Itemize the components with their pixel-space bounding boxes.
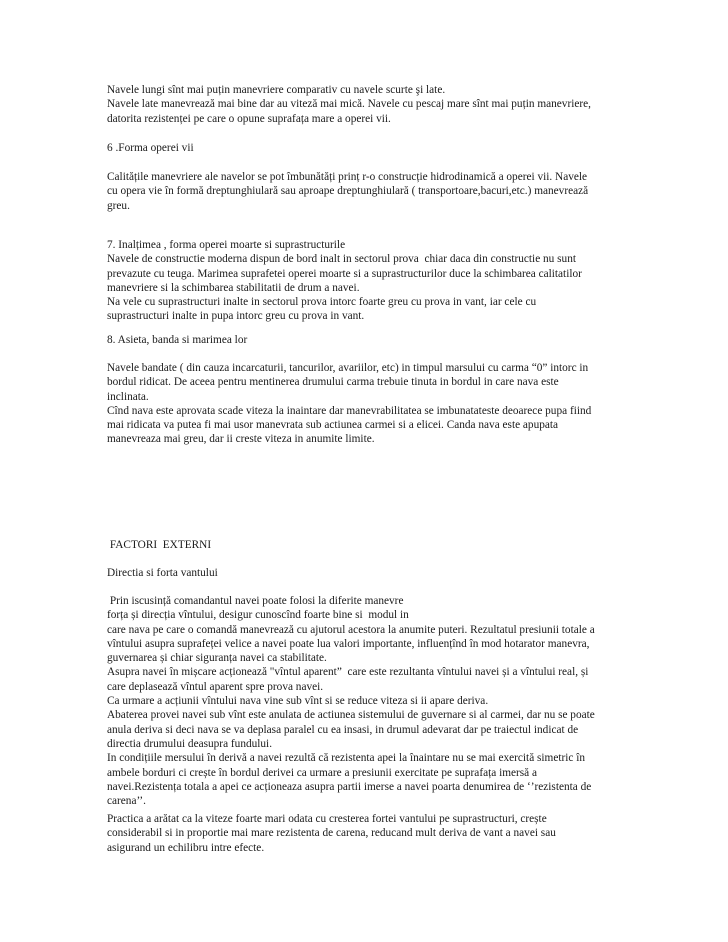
- section-heading: FACTORI EXTERNI: [107, 539, 212, 551]
- text-line: Cînd nava este aprovata scade viteza la inaintare dar manevrabilitatea se imbunatateste deoarece pupa fiind: [107, 404, 592, 417]
- text-line: ambele borduri ci crește în bordul derivei ca urmare a presiunii exercitate pe suprafața imersă a: [107, 766, 538, 779]
- text-line: Asupra navei în mișcare acționează "vîntul aparent” care este rezultanta vîntului navei și a vîntului real, și: [107, 666, 589, 679]
- text-line: cu opera vie în formă dreptunghiulară sau aproape dreptunghiulară ( transportoare,bacuri,etc.) manevrează: [107, 185, 589, 198]
- heading-factori-externi: [107, 538, 627, 552]
- text-line: forța și direcția vîntului, desigur cunoscînd foarte bine si modul in: [107, 609, 409, 622]
- text-line: carena’’.: [107, 795, 146, 808]
- text-line: considerabil si in proportie mai mare rezistenta de carena, reducand mult deriva de vant a navei sau: [107, 827, 556, 840]
- text-line: Na vele cu suprastructuri inalte in sectorul prova intorc foarte greu cu prova in vant, iar cele cu: [107, 296, 537, 309]
- section-heading: 6 .Forma operei vii: [107, 142, 194, 154]
- text-line: anula deriva si deci nava se va deplasa paralel cu ea insasi, in drumul adevarat dar pe traiectul indicat de: [107, 723, 579, 736]
- text-line: suprastructuri inalte in pupa intorc greu cu prova in vant.: [107, 310, 365, 323]
- text-line: manevriere si la schimbarea stabilitatii de drum a navei.: [107, 281, 360, 294]
- text-line: bordul ridicat. De aceea pentru mentinerea drumului carma trebuie tinuta in bordul in care nava este: [107, 376, 559, 389]
- paragraph-ship-length-width: [107, 83, 627, 126]
- text-line: Navele late manevrează mai bine dar au viteză mai mică. Navele cu pescaj mare sînt mai puțin manevriere,: [107, 98, 591, 111]
- paragraph-high-speed: [107, 812, 627, 855]
- text-line: care deplasează vîntul aparent spre prova navei.: [107, 680, 324, 693]
- text-line: vîntului asupra suprafeței velice a navei poate lua valori importante, influențînd în mod hotarator manevra,: [107, 637, 590, 650]
- paragraph-hull-shape: [107, 170, 627, 213]
- section-heading: 7. Inalțimea , forma operei moarte si suprastructurile: [107, 239, 346, 251]
- heading-forma-operei-vii: [107, 141, 627, 155]
- text-line: Navele bandate ( din cauza incarcaturii, tancurilor, avariilor, etc) in timpul marsului cu carma “0” intorc in: [107, 362, 589, 374]
- text-line: manevreaza mai greu, dar ii creste viteza in anumite limite.: [107, 433, 375, 446]
- heading-directia-vantului: [107, 566, 627, 580]
- paragraph-wind-effects: [107, 594, 627, 808]
- text-line: Practica a arătat ca la viteze foarte mari odata cu cresterea fortei vantului pe suprastructuri, crește: [107, 813, 547, 825]
- text-line: care nava pe care o comandă manevrează cu ajutorul acestora la anumite puteri. Rezultatul presiunii totale a: [107, 623, 595, 636]
- text-line: Navele de constructie moderna dispun de bord inalt in sectorul prova chiar daca din constructie nu sunt: [107, 253, 576, 266]
- text-line: Navele lungi sînt mai puțin manevriere comparativ cu navele scurte şi late.: [107, 84, 446, 96]
- paragraph-list-trim: [107, 361, 627, 447]
- text-line: mai ridicata va putea fi mai usor manevrata sub actiunea carmei si a elicei. Canda nava este apupata: [107, 419, 559, 432]
- text-line: Prin iscusință comandantul navei poate folosi la diferite manevre: [107, 595, 404, 607]
- section-heading: Directia si forta vantului: [107, 567, 218, 579]
- text-line: guvernarea și chiar siguranța navei ca stabilitate.: [107, 652, 327, 665]
- text-line: directia drumului deasupra fundului.: [107, 737, 273, 750]
- text-line: inclinata.: [107, 390, 149, 403]
- section-superstructure: [107, 238, 627, 324]
- text-line: asigurand un echilibru intre efecte.: [107, 841, 265, 854]
- text-line: navei.Rezistența totala a apei ce acționeaza asupra partii imerse a navei poarta denumirea de ‘’rezistenta de: [107, 780, 592, 793]
- text-line: Calitățile manevriere ale navelor se pot îmbunătăți prinț r-o construcție hidrodinamică a operei vii. Navele: [107, 171, 588, 183]
- text-line: prevazute cu teuga. Marimea suprafetei operei moarte si a suprastructurilor duce la schimbarea calitatilor: [107, 267, 582, 280]
- text-line: In condițiile mersului în derivă a navei rezultă că rezistenta apei la înaintare nu se mai exercită simetric în: [107, 752, 586, 765]
- text-line: greu.: [107, 199, 130, 212]
- text-line: Ca urmare a acțiunii vîntului nava vine sub vînt si se reduce viteza si ii apare deriva.: [107, 695, 489, 708]
- section-heading: 8. Asieta, banda si marimea lor: [107, 334, 248, 346]
- heading-asieta-banda: [107, 333, 627, 347]
- text-line: datorita rezistenței pe care o opune suprafața mare a operei vii.: [107, 112, 391, 125]
- text-line: Abaterea provei navei sub vînt este anulata de actiunea sistemului de guvernare si al carmei, dar nu se poate: [107, 709, 595, 722]
